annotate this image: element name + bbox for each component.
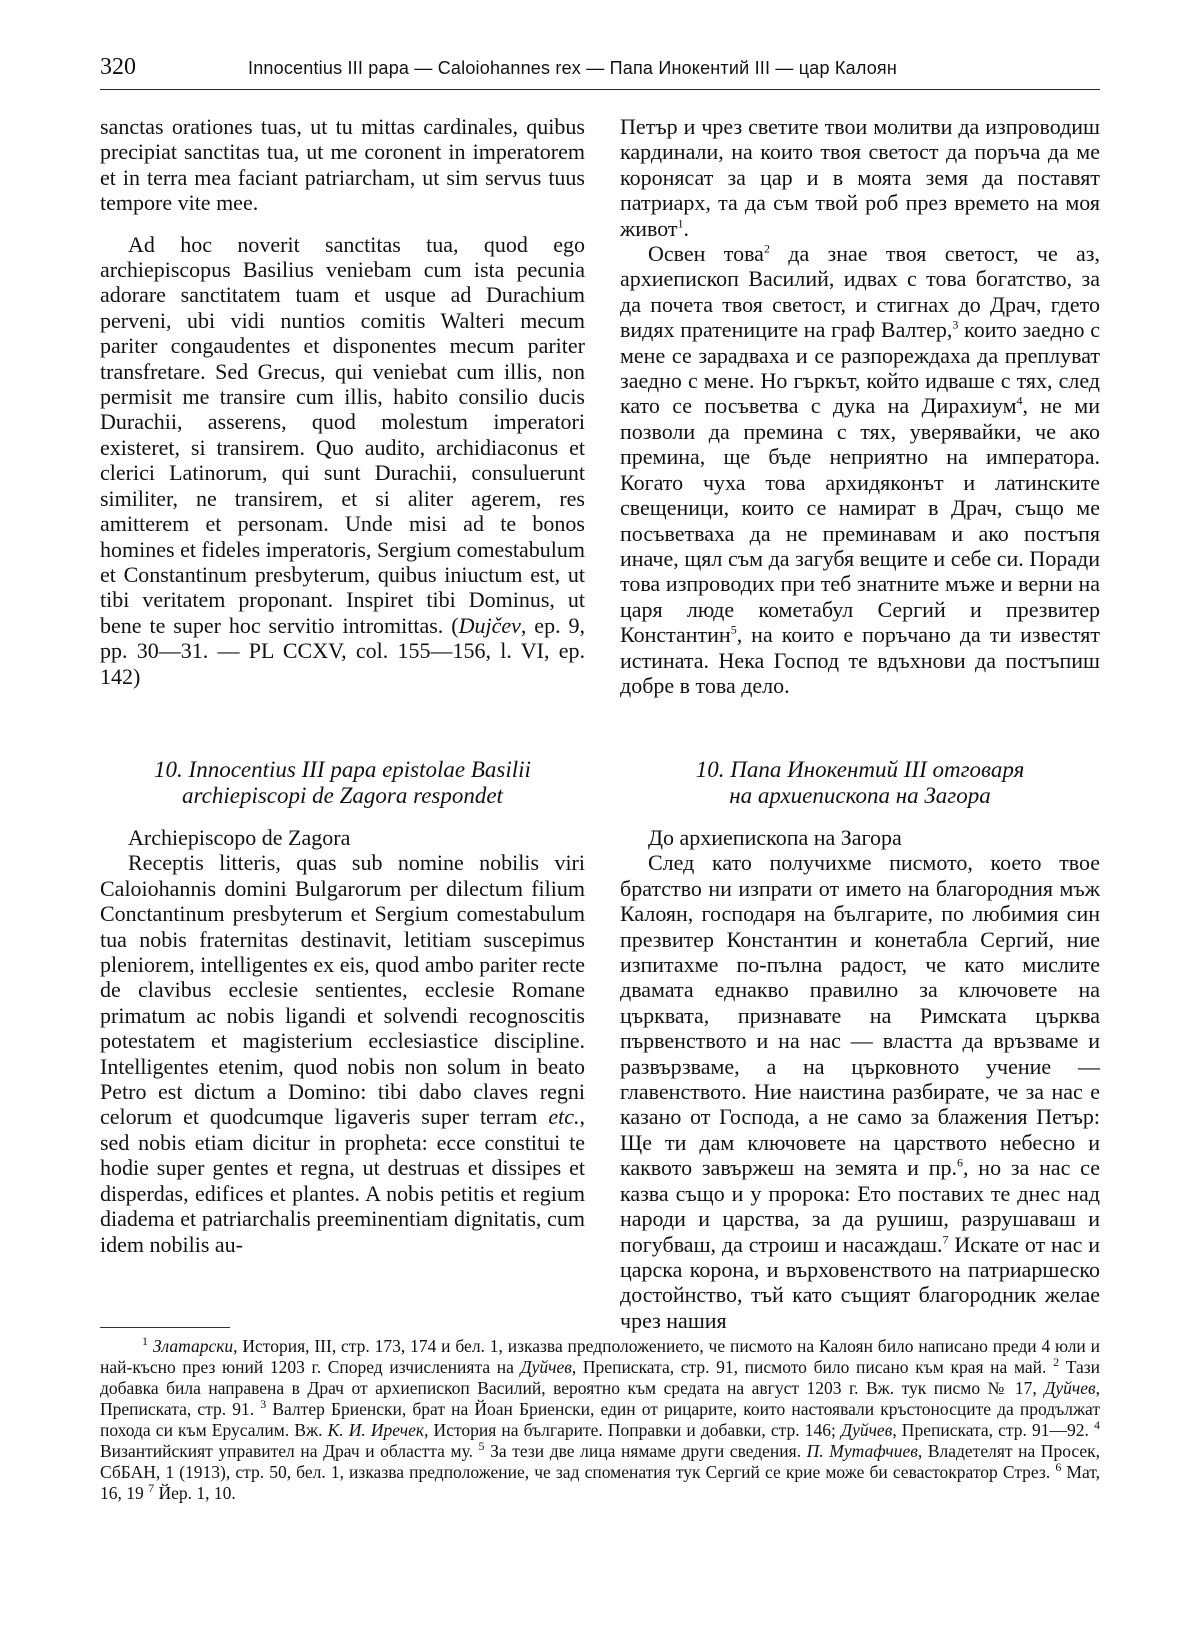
footnote-ref-6: 6 — [957, 1155, 964, 1170]
footnote-1-author: Златарски — [152, 1336, 234, 1356]
citation-author: Dujčev — [458, 612, 521, 638]
bulgarian-section-title — [620, 757, 1100, 809]
footnote-6-text: Мат, 16, 19 — [100, 1462, 1101, 1503]
footnote-5-author: П. Мутафчиев — [806, 1441, 918, 1461]
bulgarian-letter-body-a: След като получихме писмото, което твое братство ни изпрати от името на благородния мъж Калоян, господаря на българите, по любимия син презвитер Константин и конетабла Сергий, ние изпитахме по-пълна радост, че като мислите двамата еднакво правилно за ключовете на църквата, признавате на Римската църква първенството и на нас — властта да връзваме и развързваме, а на църковното учение — главенството. Ние наистина разбирате, че за нас е казано от Господа, а не само за блажения Петър: Ще ти дам ключовете на царството небесно и каквото завържеш на земята и пр. — [620, 850, 1100, 1181]
page-number: 320 — [100, 54, 136, 80]
footnote-2-text-2: , Преписката, стр. 91. — [100, 1378, 1100, 1419]
footnote-block — [100, 1336, 1100, 1504]
footnote-2-number: 2 — [1053, 1355, 1060, 1370]
citation-reference: , ep. 9, pp. 30—31. — PL CCXV, col. 155—156, l. VI, ep. 142) — [100, 612, 586, 689]
header-rule — [100, 89, 1100, 90]
bulgarian-paragraph-2-e: , на които е поръчано да ти известят истината. Нека Господ те вдъхнови да постъпиш добре в това дело. — [620, 622, 1100, 698]
footnote-2-text: Тази добавка била направена в Драч от архиепископ Василий, вероятно към средата на август 1203 г. Вж. тук писмо № 17, — [100, 1357, 1101, 1398]
footnote-7-number: 7 — [148, 1481, 155, 1496]
footnote-1-text: , История, III, стр. 173, 174 и бел. 1, изказва предположението, че писмото на Калоян било написано преди 4 юли и най-късно през юний 1203 г. Според изчисленията на — [100, 1336, 1100, 1377]
footnote-ref-2: 2 — [763, 241, 770, 256]
bulgarian-letter-body-b: , но за нас се казва също и у пророка: Ето поставих те днес над народи и царства, за да рушиш, разрушаваш и погубваш, да строиш и насаждаш. — [620, 1155, 1100, 1257]
footnote-3-text-3: , Преписката, стр. 91—92. — [892, 1420, 1089, 1440]
bulgarian-paragraph-2-d: , не ми позволи да премина с тях, уверявайки, че ако премина, ще бъде неприятно на императора. Когато чуха това архидяконът и латинските свещеници, които се намират в Драч, също ме посъветваха да не преминавам и ако постъпя иначе, щял съм да загубя вещите и себе си. Поради това изпроводих при теб знатните мъже и верни на царя люде кометабул Сергий и презвитер Константин — [620, 393, 1100, 648]
latin-section-title-line-1: 10. Innocentius III papa epistolae Basilii — [154, 757, 531, 782]
bulgarian-section-title-line-2: на архиепископа на Загора — [729, 783, 991, 808]
bulgarian-column-top — [620, 114, 1100, 698]
footnote-ref-5: 5 — [730, 622, 737, 637]
bulgarian-letter-body — [620, 850, 1100, 1333]
footnote-5-text-2: , Владетелят на Просек, СбБАН, 1 (1913), стр. 50, бел. 1, изказва предположение, че зад споменатия тук Сергий се крие може би севастократор Стрез. — [100, 1441, 1101, 1482]
bulgarian-section-title-line-1: 10. Папа Инокентий III отговаря — [695, 757, 1025, 782]
bulgarian-paragraph-1-end: . — [683, 215, 690, 241]
footnote-3-text: Валтер Бриенски, брат на Йоан Бриенски, един от рицарите, които настоявали кръстоносците да продължат похода си към Ерусалим. Вж. — [100, 1399, 1100, 1440]
latin-letter-body-b: , sed nobis etiam dicitur in propheta: ecce constitui te hodie super gentes et regna, ut destruas et dissipes et disperdas, edifices et plantes. A nobis petitis et regium diadema et patriarchalis preeminentiam dignitatis, cum idem nobilis au- — [100, 1104, 585, 1257]
bulgarian-paragraph-2-a: Освен това — [648, 241, 764, 267]
latin-letter-body — [100, 850, 585, 1257]
footnote-5-number: 5 — [478, 1439, 485, 1454]
latin-column-section-10 — [100, 825, 585, 1257]
bulgarian-letter-body-c: Искате от нас и царска корона, и върховенството на патриаршеско достойнство, тъй като същият благородник желае чрез нашия — [620, 1231, 1101, 1333]
footnote-7-text: Йер. 1, 10. — [154, 1483, 236, 1503]
footnote-3-author-2: Дуйчев — [840, 1420, 893, 1440]
bulgarian-column-section-10 — [620, 825, 1100, 1333]
footnote-rule — [100, 1327, 230, 1328]
footnote-4-number: 4 — [1094, 1418, 1101, 1433]
latin-addressee: Archiepiscopo de Zagora — [128, 825, 351, 850]
bulgarian-paragraph-1-text: Петър и чрез светите твои молитви да изпроводиш кардинали, на които твоя светост да поръча да ме коронясат за цар и в моята земя да поставят патриарх, та да съм твой роб през времето на моя живот — [620, 114, 1100, 241]
latin-section-title-line-2: archiepiscopi de Zagora respondet — [182, 783, 503, 808]
footnote-ref-3: 3 — [952, 317, 959, 332]
latin-etc: etc. — [548, 1104, 580, 1130]
bulgarian-paragraph-2-c: които заедно с мене се зарадваха и се разпореждаха да преплуват заедно с мене. Но гъркът, който идваше с тях, след като се посъветва с дука на Дирахиум — [620, 317, 1100, 419]
footnote-1-number: 1 — [142, 1334, 148, 1349]
footnote-ref-1: 1 — [677, 216, 684, 231]
footnote-6-number: 6 — [1055, 1460, 1062, 1475]
footnote-4-text: Византийският управител на Драч и областта му. — [100, 1441, 473, 1461]
latin-paragraph-2-text: Ad hoc noverit sanctitas tua, quod ego archiepiscopus Basilius veniebam cum ista pecunia adorare sanctitatem tuam et usque ad Durachium perveni, ubi vidi nuntios comitis Walteri mecum pariter congaudentes et disponentes mecum pariter transfretare. Sed Grecus, qui veniebat cum illis, non permisit me transire cum illis, habito consilio ducis Durachii, asserens, quod molestum imperatori existeret, si transirem. Quo audito, archidiaconus et clerici Latinorum, qui sunt Durachii, consuluerunt similiter, ne transirem, et si aliter agerem, res amitterem et personam. Unde misi ad te bonos homines et fideles imperatoris, Sergium comestabulum et Constantinum presbyterum, quibus iniuctum est, ut tibi veritatem proponant. Inspiret tibi Dominus, ut bene te super hoc servitio intromittas. ( — [100, 231, 585, 638]
footnote-1-text-2: , Преписката, стр. 91, писмото било писано към края на май. — [571, 1357, 1047, 1377]
footnote-5-text: За тези две лица нямаме други сведения. — [484, 1441, 807, 1461]
page-header — [100, 54, 1100, 84]
footnote-2-author: Дуйчев — [1044, 1378, 1096, 1398]
footnote-1-author-2: Дуйчев — [520, 1357, 572, 1377]
latin-letter-body-a: Receptis litteris, quas sub nomine nobilis viri Caloiohannis domini Bulgarorum per dilectum filium Conctantinum presbyterum et Sergium comestabulum tua nobis fraternitas destinavit, letitiam suscepimus pleniorem, intelligentes ex eis, quod ambo pariter recte de clavibus ecclesie sentientes, ecclesie Romane primatum ac nobis ligandi et solvendi recognoscitis potestatem et magisterium ecclesiastice discipline. Intelligentes etenim, quod nobis non solum in beato Petro est dictum a Domino: tibi dabo claves regni celorum et quodcumque ligaveris super terram — [100, 850, 585, 1130]
bulgarian-paragraph-2 — [620, 241, 1100, 698]
footnote-ref-7: 7 — [942, 1232, 949, 1247]
bulgarian-addressee: До архиепископа на Загора — [648, 825, 902, 850]
bulgarian-paragraph-2-b: да знае твоя светост, че аз, архиепископ Василий, идвах с това богатство, за да почета твоя светост, и стигнах до Драч, гдето видях пратениците на граф Валтер, — [620, 241, 1100, 343]
latin-column-top — [100, 114, 585, 689]
latin-section-title — [100, 757, 585, 809]
footnote-ref-4: 4 — [1016, 394, 1023, 409]
latin-paragraph-2 — [100, 232, 585, 689]
running-title: Innocentius III papa — Caloiohannes rex — Папа Инокентий III — цар Калоян — [248, 58, 898, 78]
footnote-3-text-2: , История на българите. Поправки и добавки, стр. 146; — [424, 1420, 841, 1440]
latin-paragraph-1: sanctas orationes tuas, ut tu mittas cardinales, quibus precipiat sanctitas tua, ut me coronent in imperatorem et in terra mea faciant patriarcham, ut sim servus tuus tempore vite mee. — [100, 114, 585, 216]
footnotes — [100, 1336, 1100, 1504]
footnote-3-number: 3 — [260, 1397, 267, 1412]
footnote-3-author: К. И. Иречек — [327, 1420, 425, 1440]
bulgarian-paragraph-1 — [620, 114, 1100, 241]
